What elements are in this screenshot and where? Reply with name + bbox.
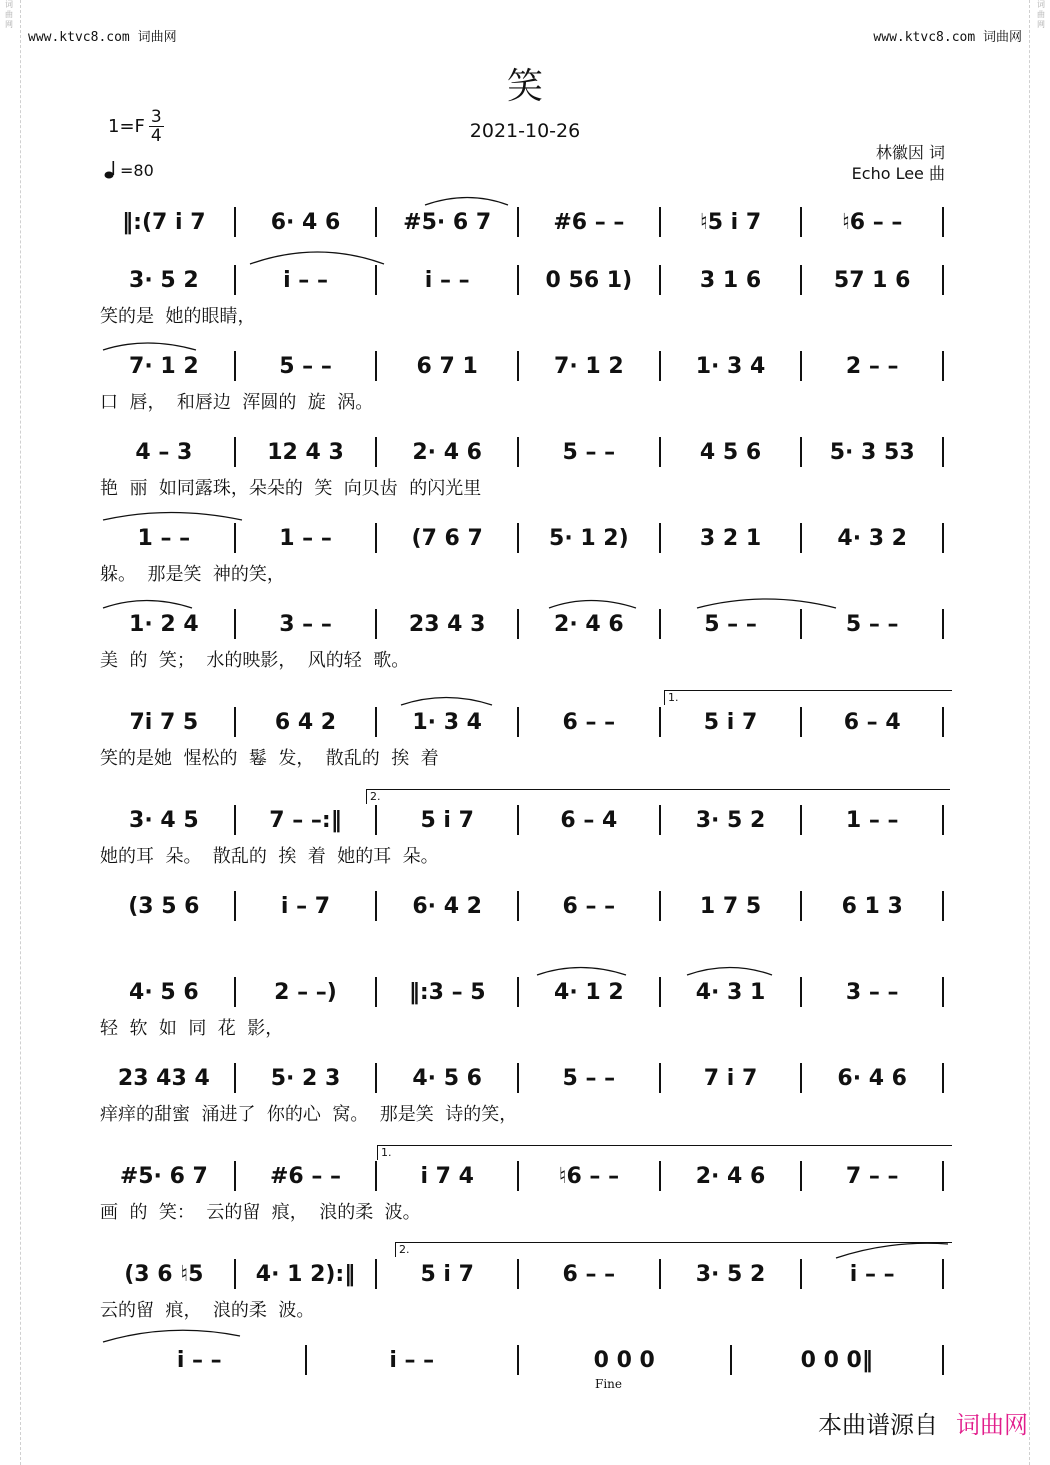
measure: 2 – –) [274, 979, 337, 1005]
measure: i – – [176, 1347, 222, 1373]
measure: i 7 4 [420, 1163, 474, 1189]
lyrics-line: 她的耳 朵。 散乱的 挨 着 她的耳 朵。 [100, 846, 439, 867]
slur [697, 599, 836, 608]
volta-1-bracket-b: 1. [377, 1145, 952, 1160]
measure: 3· 4 5 [129, 807, 199, 833]
measure: ♮6 – – [841, 209, 903, 235]
measure: #5· 6 7 [403, 209, 492, 235]
header-right: www.ktvc8.com 词曲网 [873, 30, 1022, 45]
measure: 3· 5 2 [129, 267, 199, 293]
measure: 4· 1 2):‖ [255, 1261, 356, 1287]
measure: 6 – 4 [560, 807, 618, 833]
lyricist: 林徽因 词 [875, 143, 945, 162]
measure: 6 – 4 [843, 709, 901, 735]
measure: 7 i 7 [703, 1065, 758, 1091]
measure: 3 – – [845, 979, 899, 1005]
measure: 3 1 6 [699, 267, 762, 293]
composer: Echo Lee 曲 [851, 164, 945, 183]
measure: 2 – – [845, 353, 899, 379]
measure: (3 6 ♮5 [124, 1261, 204, 1287]
measure: 4 5 6 [699, 439, 762, 465]
measure: 5 i 7 [420, 1261, 474, 1287]
lyrics-line: 口 唇， 和唇边 浑圆的 旋 涡。 [100, 392, 374, 413]
measure: 6 – – [562, 893, 616, 919]
slur [687, 968, 772, 976]
measure: i – – [389, 1347, 435, 1373]
measure: #5· 6 7 [119, 1163, 208, 1189]
measure: 6· 4 6 [837, 1065, 907, 1091]
measure: 4· 5 6 [412, 1065, 482, 1091]
measure: 4 – 3 [135, 439, 193, 465]
measure: 12 4 3 [267, 439, 344, 465]
measure: 5· 2 3 [270, 1065, 341, 1091]
slur [401, 698, 492, 706]
measure: ♮5 i 7 [699, 209, 762, 235]
measure: 7· 1 2 [554, 353, 624, 379]
measure: i – – [849, 1261, 895, 1287]
lyrics-line: 画 的 笑： 云的留 痕， 浪的柔 波。 [100, 1202, 421, 1223]
measure: 4· 3 1 [695, 979, 766, 1005]
slur [836, 1243, 948, 1258]
measure: (7 6 7 [411, 525, 483, 551]
measure: 2· 4 6 [412, 439, 482, 465]
slur [103, 343, 196, 350]
measure: #6 – – [269, 1163, 342, 1189]
fine-mark: Fine [595, 1377, 622, 1391]
measure: 5 – – [279, 353, 332, 379]
lyrics-line: 笑的是 她的眼睛， [100, 306, 256, 327]
measure: 5 – – [704, 611, 757, 637]
slur [549, 601, 636, 609]
measure: 4· 1 2 [554, 979, 624, 1005]
measure: i – – [283, 267, 328, 293]
tempo-value: =80 [120, 160, 154, 180]
measure: 3· 5 2 [695, 807, 766, 833]
measure: 0 0 0‖ [800, 1347, 873, 1373]
measure: 5· 1 2) [549, 525, 629, 551]
measure: 3 – – [279, 611, 332, 637]
volta-2-bracket-b: 2. [395, 1242, 952, 1257]
measure: 7· 1 2 [129, 353, 199, 379]
measure: 5 – – [845, 611, 899, 637]
measure: 4· 5 6 [129, 979, 199, 1005]
measure: 23 43 4 [117, 1065, 210, 1091]
measure: #6 – – [553, 209, 625, 235]
measure: 2· 4 6 [695, 1163, 766, 1189]
measure: 6 1 3 [841, 893, 903, 919]
measure: 6· 4 2 [412, 893, 482, 919]
measure: ‖:3 – 5 [408, 979, 486, 1005]
measure: 3 2 1 [699, 525, 762, 551]
lyrics-line: 美 的 笑； 水的映影， 风的轻 歌。 [100, 650, 410, 671]
right-margin-watermark: 词曲网 [1029, 0, 1048, 1465]
slur [250, 252, 384, 264]
footer-source [818, 1405, 1028, 1440]
measure: 3· 5 2 [695, 1261, 766, 1287]
song-title: 笑 [506, 66, 543, 107]
slur [425, 198, 508, 206]
measure: 7 – – [845, 1163, 899, 1189]
measure: 7i 7 5 [129, 709, 199, 735]
measure: 5 i 7 [420, 807, 474, 833]
slur [103, 1330, 240, 1342]
footer-brand[interactable]: 词曲网 [956, 1411, 1028, 1439]
measure: i – 7 [280, 893, 331, 919]
lyrics-line: 轻 软 如 同 花 影， [100, 1018, 284, 1039]
slur [103, 601, 192, 609]
measure: 0 56 1) [545, 267, 633, 293]
measure: 5 i 7 [703, 709, 758, 735]
header-left: www.ktvc8.com 词曲网 [28, 30, 177, 45]
volta-1-bracket: 1. [664, 690, 952, 705]
measure: 0 0 0 [593, 1347, 655, 1373]
measure: 6 4 2 [274, 709, 337, 735]
measure: 6 7 1 [416, 353, 478, 379]
measure: 6 – – [562, 709, 616, 735]
time-denominator: 4 [150, 126, 162, 146]
lyrics-line: 云的留 痕， 浪的柔 波。 [100, 1300, 315, 1321]
measure: ♮6 – – [558, 1163, 620, 1189]
measure: 1 7 5 [699, 893, 762, 919]
measure: ‖:(7 i 7 [122, 209, 206, 235]
footer-source-text: 本曲谱源自 [818, 1411, 938, 1439]
slur [537, 968, 626, 976]
measure: 1· 3 4 [695, 353, 766, 379]
measure: 5· 3 53 [829, 439, 915, 465]
measure: (3 5 6 [128, 893, 200, 919]
key-label: 1=F [108, 116, 145, 137]
song-date: 2021-10-26 [469, 120, 581, 142]
measure: 4· 3 2 [837, 525, 907, 551]
lyrics-line: 痒痒的甜蜜 涌进了 你的心 窝。 那是笑 诗的笑， [100, 1104, 518, 1125]
measure: 1· 3 4 [412, 709, 482, 735]
left-margin-watermark: 词曲网 [2, 0, 21, 1465]
measure: 1 – – [845, 807, 899, 833]
time-numerator: 3 [150, 107, 162, 127]
measure: 1 – – [137, 525, 191, 551]
measure: 57 1 6 [833, 267, 911, 293]
measure: 23 4 3 [408, 611, 486, 637]
measure: 1· 2 4 [129, 611, 199, 637]
measure: 2· 4 6 [554, 611, 624, 637]
volta-2-bracket: 2. [366, 789, 950, 804]
measure: 6· 4 6 [270, 209, 341, 235]
measure: 1 – – [279, 525, 332, 551]
measure: 6 – – [562, 1261, 616, 1287]
lyrics-line: 艳 丽 如同露珠，朵朵的 笑 向贝齿 的闪光里 [100, 478, 482, 499]
lyrics-line: 笑的是她 惺松的 鬈 发， 散乱的 挨 着 [100, 748, 439, 769]
measure: 7 – –:‖ [269, 807, 342, 833]
measure: 5 – – [562, 1065, 616, 1091]
lyrics-line: 躲。 那是笑 神的笑， [100, 564, 285, 585]
slur [103, 513, 242, 521]
measure: 5 – – [562, 439, 616, 465]
measure: i – – [424, 267, 470, 293]
